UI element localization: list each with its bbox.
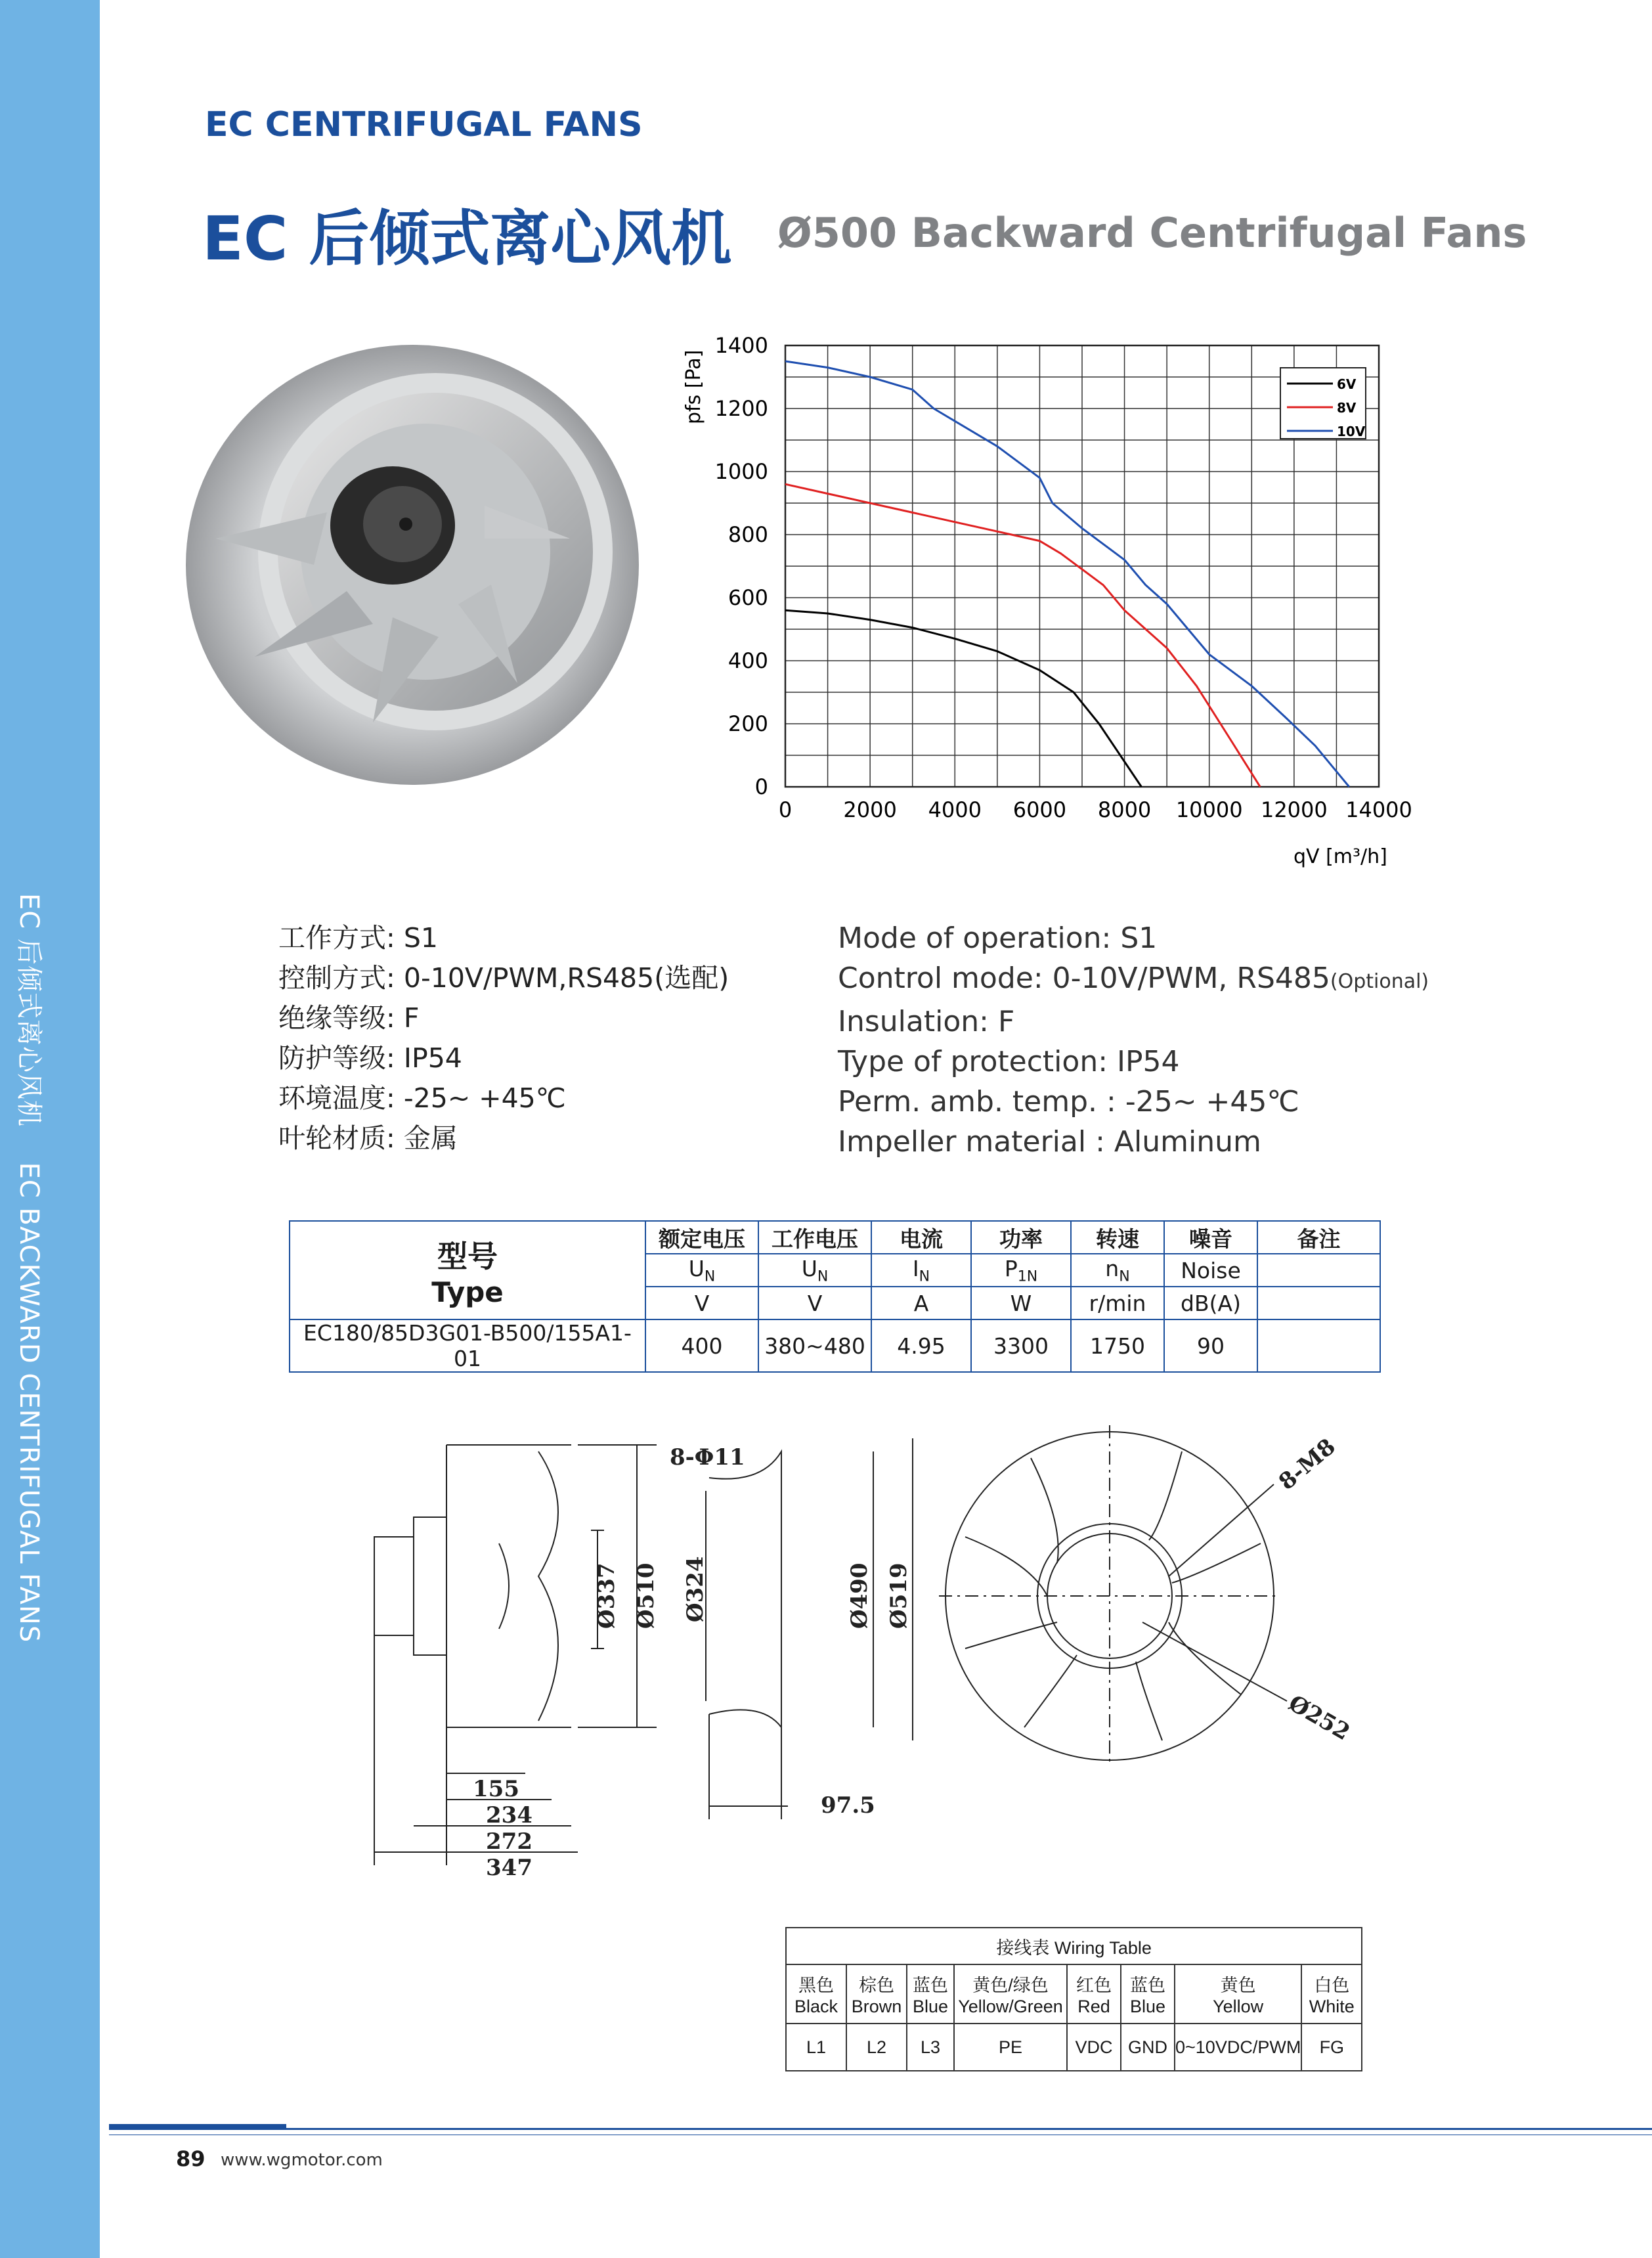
- wiring-color-cell: 黄色/绿色 Yellow/Green: [954, 1964, 1067, 2024]
- x-tick-label: 6000: [1012, 797, 1067, 822]
- value-cell: 3300: [971, 1319, 1071, 1372]
- wiring-functions-row: [786, 2024, 1362, 2071]
- wiring-function-cell: FG: [1301, 2024, 1362, 2071]
- dim-490: Ø490: [846, 1562, 873, 1629]
- dim-8-phi11: 8-Φ11: [670, 1444, 745, 1471]
- sidebar: [0, 0, 100, 2258]
- x-tick-label: 14000: [1345, 797, 1412, 822]
- symbol-cell: [1257, 1254, 1380, 1287]
- type-header-cell: [290, 1221, 645, 1319]
- wiring-function-cell: L2: [846, 2024, 907, 2071]
- dim-234: 234: [486, 1802, 533, 1828]
- series-line-6V: [785, 610, 1141, 787]
- dim-510: Ø510: [633, 1562, 659, 1629]
- y-tick-label: 200: [728, 711, 768, 736]
- dim-272: 272: [486, 1828, 533, 1855]
- y-tick-label: 800: [728, 522, 768, 547]
- technical-drawing: [355, 1412, 1445, 1898]
- legend-label: 6V: [1337, 376, 1357, 392]
- website: www.wgmotor.com: [221, 2150, 383, 2170]
- model-cell: EC180/85D3G01-B500/155A1-01: [290, 1319, 645, 1372]
- sidebar-vertical-text: [12, 893, 50, 1669]
- dim-324: Ø324: [682, 1556, 708, 1622]
- type-cn: 型号: [437, 1238, 498, 1274]
- spec-cn-row: 控制方式: 0-10V/PWM,RS485(选配): [278, 962, 729, 994]
- x-tick-label: 10000: [1175, 797, 1243, 822]
- spec-cn-row: 环境温度: -25~ +45℃: [278, 1082, 566, 1114]
- symbol-cell: $P_{1N}$: [971, 1254, 1071, 1287]
- symbol-cell: Noise: [1164, 1254, 1257, 1287]
- wiring-function-cell: L1: [786, 2024, 846, 2071]
- spec-en-row: Control mode: 0-10V/PWM, RS485(Optional): [838, 962, 1429, 995]
- dim-252: Ø252: [1284, 1690, 1355, 1746]
- spec-cn-row: 叶轮材质: 金属: [278, 1122, 458, 1154]
- unit-cell: r/min: [1071, 1287, 1164, 1319]
- dim-8-m8: 8-M8: [1274, 1433, 1341, 1495]
- x-tick-label: 2000: [843, 797, 897, 822]
- unit-cell: [1257, 1287, 1380, 1319]
- page-number: 89: [176, 2146, 206, 2171]
- wiring-color-cell: 蓝色 Blue: [1121, 1964, 1175, 2024]
- wiring-function-cell: PE: [954, 2024, 1067, 2071]
- spec-en-row: Perm. amb. temp. : -25~ +45℃: [838, 1085, 1299, 1118]
- spec-en-row: Impeller material : Aluminum: [838, 1125, 1261, 1159]
- sidebar-text-en: EC BACKWARD CENTRIFUGAL FANS: [14, 1162, 44, 1643]
- page-title-cn: EC 后倾式离心风机: [202, 204, 732, 274]
- value-cell: 4.95: [871, 1319, 971, 1372]
- value-cell: [1257, 1319, 1380, 1372]
- wiring-color-cell: 蓝色 Blue: [907, 1964, 954, 2024]
- sidebar-text-cn: EC 后倾式离心风机: [14, 893, 44, 1127]
- wiring-color-cell: 白色 White: [1301, 1964, 1362, 2024]
- unit-cell: V: [645, 1287, 758, 1319]
- page-title-en: Ø500 Backward Centrifugal Fans: [777, 209, 1527, 257]
- legend-label: 8V: [1337, 400, 1357, 416]
- chart-x-label: qV [m³/h]: [1293, 845, 1387, 868]
- symbol-cell: $I_N$: [871, 1254, 971, 1287]
- wiring-color-cell: 黄色 Yellow: [1175, 1964, 1301, 2024]
- dim-155: 155: [473, 1776, 519, 1802]
- wiring-function-cell: GND: [1121, 2024, 1175, 2071]
- header-cell: 噪音: [1164, 1221, 1257, 1254]
- specs-cn: [278, 918, 729, 1159]
- y-tick-label: 0: [754, 774, 768, 799]
- dim-519: Ø519: [886, 1562, 912, 1629]
- header-cell: 电流: [871, 1221, 971, 1254]
- table-row: [290, 1319, 1380, 1372]
- symbol-cell: $n_N$: [1071, 1254, 1164, 1287]
- value-cell: 90: [1164, 1319, 1257, 1372]
- value-cell: 400: [645, 1319, 758, 1372]
- header-cell: 转速: [1071, 1221, 1164, 1254]
- series-line-8V: [785, 484, 1260, 787]
- wiring-function-cell: L3: [907, 2024, 954, 2071]
- legend-label: 10V: [1337, 424, 1366, 439]
- fan-photo: [176, 342, 649, 801]
- wiring-color-cell: 红色 Red: [1067, 1964, 1121, 2024]
- performance-chart: [670, 315, 1458, 880]
- y-tick-label: 400: [728, 648, 768, 673]
- y-tick-label: 1000: [714, 459, 768, 484]
- type-en: Type: [431, 1275, 504, 1308]
- x-tick-label: 12000: [1260, 797, 1328, 822]
- unit-cell: A: [871, 1287, 971, 1319]
- spec-en-row: Type of protection: IP54: [838, 1045, 1180, 1078]
- footer-line: [109, 2128, 1652, 2130]
- spec-cn-row: 绝缘等级: F: [278, 1002, 420, 1034]
- wiring-colors-row: [786, 1964, 1362, 2024]
- header-cell: 工作电压: [758, 1221, 871, 1254]
- unit-cell: dB(A): [1164, 1287, 1257, 1319]
- header-cell: 功率: [971, 1221, 1071, 1254]
- symbol-cell: $U_N$: [758, 1254, 871, 1287]
- y-tick-label: 1400: [714, 333, 768, 358]
- spec-table: [289, 1220, 1381, 1373]
- y-tick-label: 600: [728, 585, 768, 610]
- spec-en-row: Insulation: F: [838, 1005, 1015, 1038]
- chart-y-label: pfs [Pa]: [682, 349, 705, 424]
- value-cell: 1750: [1071, 1319, 1164, 1372]
- wiring-color-cell: 棕色 Brown: [846, 1964, 907, 2024]
- y-tick-label: 1200: [714, 396, 768, 421]
- wiring-title: 接线表 Wiring Table: [786, 1928, 1362, 1964]
- unit-cell: W: [971, 1287, 1071, 1319]
- x-tick-label: 0: [778, 797, 793, 822]
- x-tick-label: 8000: [1097, 797, 1152, 822]
- header-cell: 额定电压: [645, 1221, 758, 1254]
- chart-legend: [1280, 368, 1366, 439]
- symbol-cell: $U_N$: [645, 1254, 758, 1287]
- value-cell: 380~480: [758, 1319, 871, 1372]
- unit-cell: V: [758, 1287, 871, 1319]
- dim-337: Ø337: [594, 1562, 620, 1629]
- spec-cn-row: 工作方式: S1: [278, 922, 438, 954]
- spec-cn-row: 防护等级: IP54: [278, 1042, 462, 1074]
- x-tick-label: 4000: [928, 797, 982, 822]
- wiring-color-cell: 黑色 Black: [786, 1964, 846, 2024]
- wiring-function-cell: VDC: [1067, 2024, 1121, 2071]
- spec-en-row: Mode of operation: S1: [838, 921, 1158, 955]
- specs-en: [838, 918, 1429, 1162]
- dim-97-5: 97.5: [821, 1792, 875, 1819]
- wiring-function-cell: 0~10VDC/PWM: [1175, 2024, 1301, 2071]
- dim-347: 347: [486, 1855, 533, 1881]
- header-cell: 备注: [1257, 1221, 1380, 1254]
- section-title: EC CENTRIFUGAL FANS: [205, 105, 643, 144]
- wiring-table: [785, 1927, 1362, 2071]
